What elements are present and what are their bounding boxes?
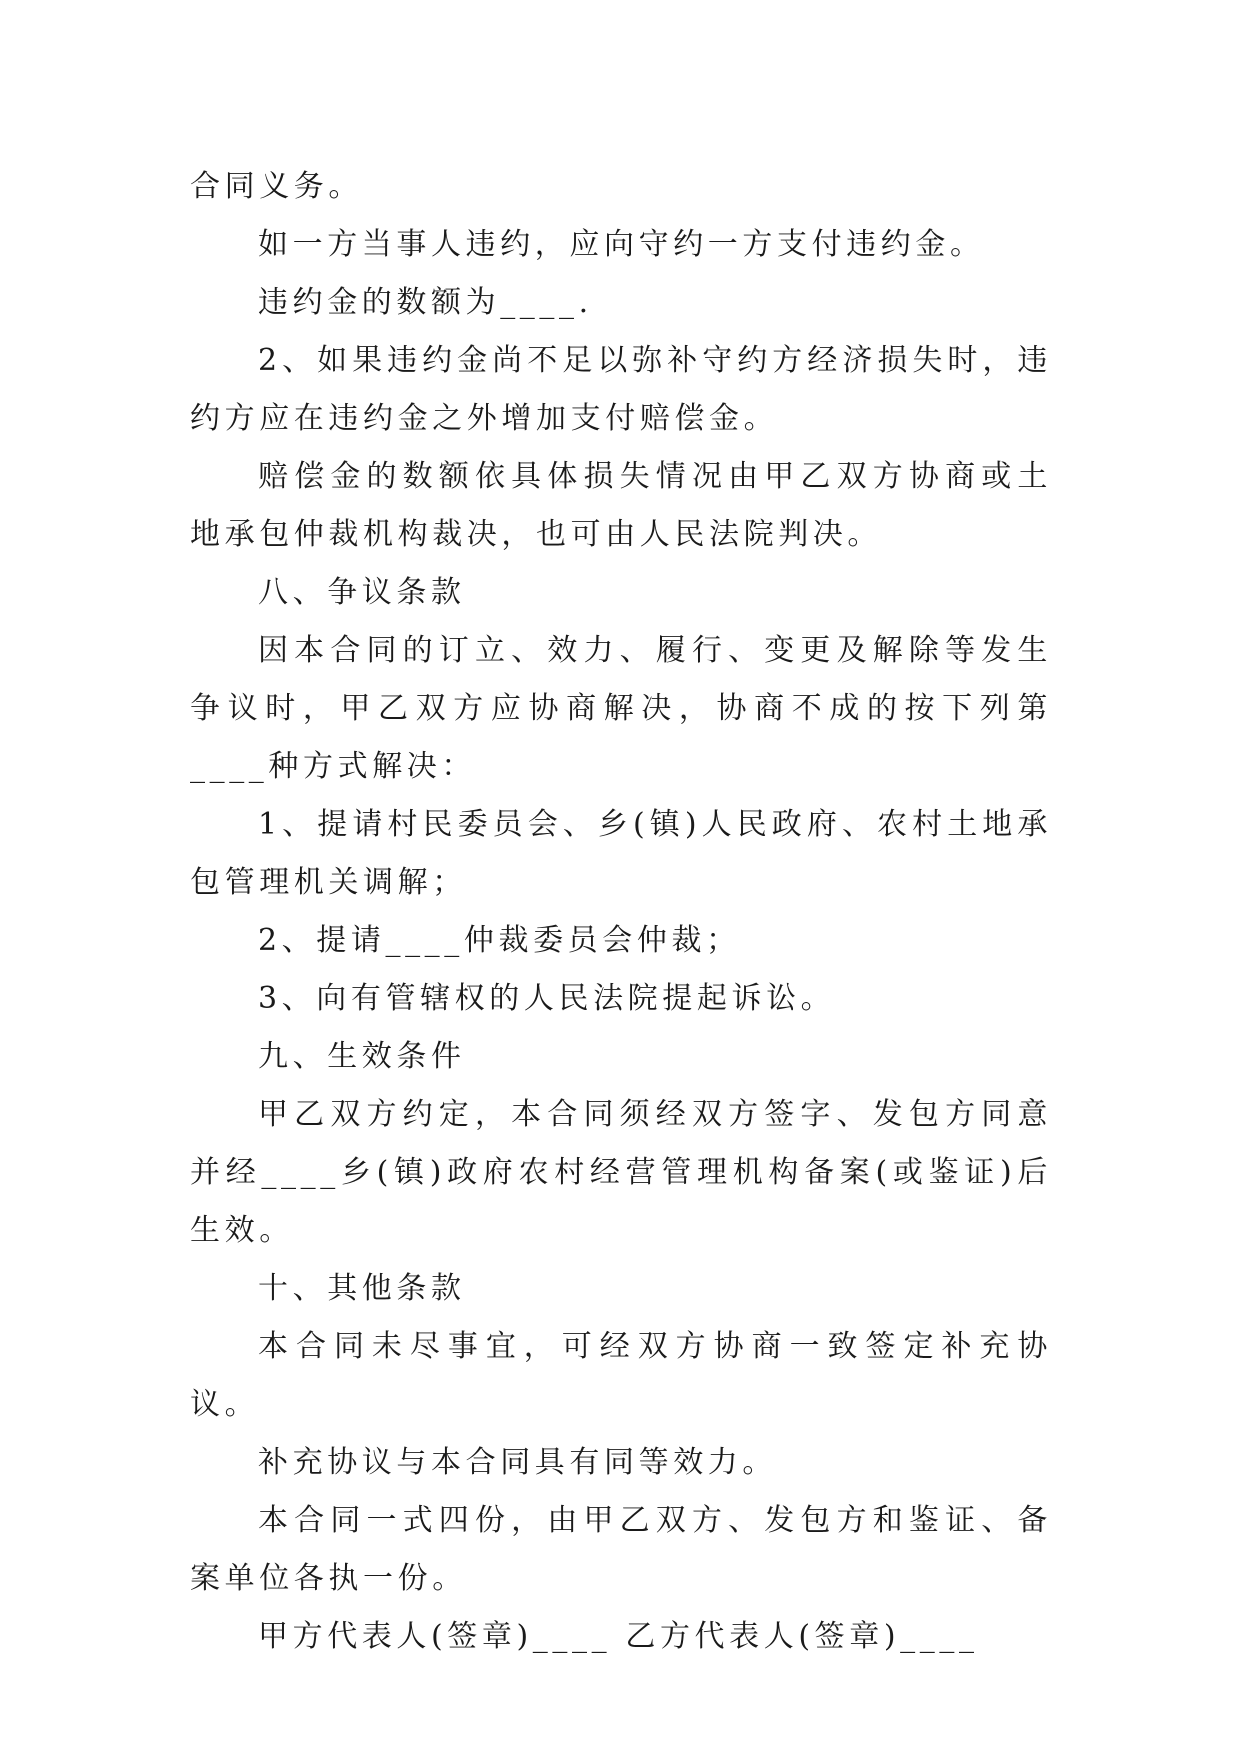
paragraph-compensation-amount: 赔偿金的数额依具体损失情况由甲乙双方协商或土地承包仲裁机构裁决，也可由人民法院判决。 xyxy=(190,459,1052,552)
paragraph-compensation: 2、如果违约金尚不足以弥补守约方经济损失时，违约方应在违约金之外增加支付赔偿金。 xyxy=(190,343,1052,436)
paragraph-copies: 本合同一式四份，由甲乙双方、发包方和鉴证、备案单位各执一份。 xyxy=(190,1503,1052,1596)
section-heading-effective: 九、生效条件 xyxy=(258,1039,466,1074)
paragraph-supplementary-validity: 补充协议与本合同具有同等效力。 xyxy=(258,1445,777,1480)
list-item-litigation: 3、向有管辖权的人民法院提起诉讼。 xyxy=(258,981,836,1016)
paragraph-breach-penalty: 如一方当事人违约，应向守约一方支付违约金。 xyxy=(258,227,985,262)
document-body xyxy=(190,158,1052,1666)
list-item-mediation: 1、提请村民委员会、乡(镇)人民政府、农村土地承包管理机关调解； xyxy=(190,807,1052,900)
paragraph-penalty-amount: 违约金的数额为____. xyxy=(258,285,593,320)
paragraph-dispute-resolution: 因本合同的订立、效力、履行、变更及解除等发生争议时，甲乙双方应协商解决，协商不成的按下列第____种方式解决： xyxy=(190,633,1052,784)
signature-line: 甲方代表人(签章)____ 乙方代表人(签章)____ xyxy=(258,1619,979,1654)
section-heading-other: 十、其他条款 xyxy=(258,1271,466,1306)
paragraph-supplementary: 本合同未尽事宜，可经双方协商一致签定补充协议。 xyxy=(190,1329,1052,1422)
paragraph-contract-obligation: 合同义务。 xyxy=(190,169,363,204)
section-heading-dispute: 八、争议条款 xyxy=(258,575,466,610)
list-item-arbitration: 2、提请____仲裁委员会仲裁； xyxy=(258,923,741,958)
paragraph-effective-conditions: 甲乙双方约定，本合同须经双方签字、发包方同意并经____乡(镇)政府农村经营管理机构备案(或鉴证)后生效。 xyxy=(190,1097,1052,1248)
